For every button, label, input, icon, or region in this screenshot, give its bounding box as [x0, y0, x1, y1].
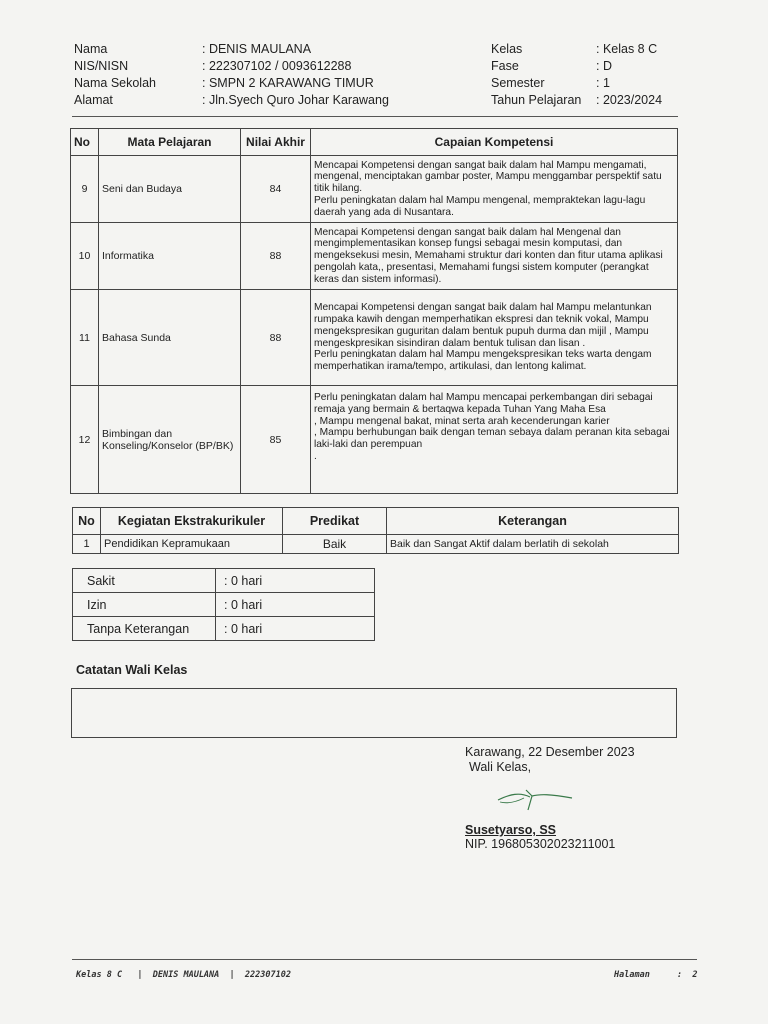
label-semester: Semester — [491, 76, 545, 90]
label-fase: Fase — [491, 59, 519, 73]
ex-row-activity: Pendidikan Kepramukaan — [101, 535, 283, 554]
footer-page-label: Halaman — [614, 970, 650, 980]
ex-row-note: Baik dan Sangat Aktif dalam berlatih di sekolah — [387, 535, 679, 554]
table-row — [71, 386, 678, 494]
header-divider — [72, 116, 678, 117]
value-tahun: : 2023/2024 — [596, 93, 663, 107]
signature-role: Wali Kelas, — [469, 760, 532, 774]
row-no: 9 — [71, 156, 99, 223]
attendance-label: Tanpa Keterangan — [73, 617, 216, 641]
notes-box — [71, 688, 677, 738]
ex-header-activity: Kegiatan Ekstrakurikuler — [101, 508, 283, 535]
attendance-label: Sakit — [73, 569, 216, 593]
label-tahun: Tahun Pelajaran — [491, 93, 582, 107]
table-row — [71, 156, 678, 223]
row-score: 88 — [241, 223, 311, 290]
signature-scribble — [490, 780, 585, 812]
value-semester: : 1 — [596, 76, 610, 90]
extracurricular-header-row — [73, 508, 679, 535]
table-row — [73, 617, 375, 641]
grades-table — [70, 128, 678, 494]
value-alamat: : Jln.Syech Quro Johar Karawang — [202, 93, 389, 107]
row-description: Perlu peningkatan dalam hal Mampu mencapai perkembangan diri sebagai remaja yang bermain & bertaqwa kepada Tuhan Yang Maha Esa , Mampu mengenal bakat, minat serta arah kecenderungan karier , Mampu berhubungan baik dengan teman sebaya dalam peranan kita sebagai laki-laki dan perempuan . — [311, 386, 678, 494]
row-subject: Seni dan Budaya — [99, 156, 241, 223]
row-subject: Informatika — [99, 223, 241, 290]
attendance-value: : 0 hari — [216, 569, 375, 593]
ex-header-note: Keterangan — [387, 508, 679, 535]
header-subject: Mata Pelajaran — [99, 129, 241, 156]
header-score: Nilai Akhir — [241, 129, 311, 156]
value-nis: : 222307102 / 0093612288 — [202, 59, 352, 73]
footer-left: Kelas 8 C | DENIS MAULANA | 222307102 — [76, 970, 291, 980]
ex-header-predicate: Predikat — [283, 508, 387, 535]
ex-row-predicate: Baik — [283, 535, 387, 554]
footer-page-number: : 2 — [677, 970, 698, 980]
attendance-table — [72, 568, 375, 641]
row-no: 12 — [71, 386, 99, 494]
label-nama: Nama — [74, 42, 108, 56]
signature-place-date: Karawang, 22 Desember 2023 — [465, 745, 635, 759]
signature-nip: NIP. 196805302023211001 — [465, 837, 616, 851]
extracurricular-table — [72, 507, 679, 554]
ex-header-no: No — [73, 508, 101, 535]
grades-header-row — [71, 129, 678, 156]
value-nama: : DENIS MAULANA — [202, 42, 312, 56]
attendance-value: : 0 hari — [216, 593, 375, 617]
signature-name: Susetyarso, SS — [465, 823, 557, 837]
row-score: 84 — [241, 156, 311, 223]
notes-title: Catatan Wali Kelas — [76, 663, 188, 677]
row-score: 85 — [241, 386, 311, 494]
header-competence: Capaian Kompetensi — [311, 129, 678, 156]
row-score: 88 — [241, 290, 311, 386]
attendance-label: Izin — [73, 593, 216, 617]
table-row — [73, 593, 375, 617]
label-sekolah: Nama Sekolah — [74, 76, 156, 90]
label-nis: NIS/NISN — [74, 59, 129, 73]
ex-row-no: 1 — [73, 535, 101, 554]
attendance-value: : 0 hari — [216, 617, 375, 641]
value-sekolah: : SMPN 2 KARAWANG TIMUR — [202, 76, 374, 90]
row-no: 11 — [71, 290, 99, 386]
table-row — [73, 569, 375, 593]
label-kelas: Kelas — [491, 42, 523, 56]
value-fase: : D — [596, 59, 612, 73]
row-no: 10 — [71, 223, 99, 290]
label-alamat: Alamat — [74, 93, 113, 107]
row-description: Mencapai Kompetensi dengan sangat baik dalam hal Mampu melantunkan rumpaka kawih dengan memperhatikan ekspresi dan teknik vokal, Mampu mengekspresikan guguritan dalam bentuk pupuh durma dan mijil , Mampu mengeskpresikan sisindiran dalam bentuk tulisan dan lisan . Perlu peningkatan dalam hal Mampu mengekspresikan teks warta dengam memperhatikan irama/tempo, artikulasi, dan lentong kalimat. — [311, 290, 678, 386]
row-description: Mencapai Kompetensi dengan sangat baik dalam hal Mampu mengamati, mengenal, menciptakan gambar poster, Mampu menggambar perspektif satu titik hilang. Perlu peningkatan dalam hal Mampu mengenal, mempraktekan lagu-lagu daerah yang ada di Nusantara. — [311, 156, 678, 223]
table-row — [71, 223, 678, 290]
header-no: No — [71, 129, 99, 156]
value-kelas: : Kelas 8 C — [596, 42, 658, 56]
footer-divider — [72, 959, 697, 960]
row-description: Mencapai Kompetensi dengan sangat baik dalam hal Mengenal dan mengimplementasikan konsep fungsi sebagai mesin komputasi, dan mengeksekusi mesin, Memahami struktur dari konten dan fitur utama aplikasi pengolah kata,, presentasi, Memahami fungsi sistem komputer (perangkat keras dan sistem informasi). — [311, 223, 678, 290]
table-row — [73, 535, 679, 554]
row-subject: Bahasa Sunda — [99, 290, 241, 386]
table-row — [71, 290, 678, 386]
row-subject: Bimbingan dan Konseling/Konselor (BP/BK) — [99, 386, 241, 494]
